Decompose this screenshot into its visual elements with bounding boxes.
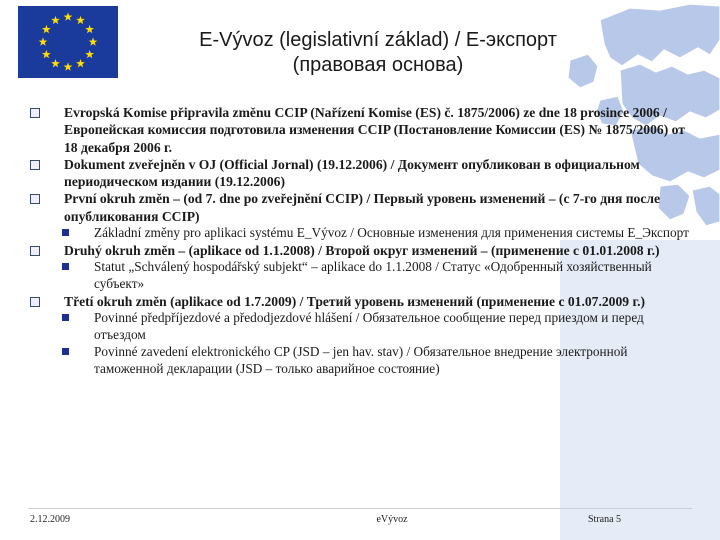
list-item: Druhý okruh změn – (aplikace od 1.1.2008) / Второй округ изменений – (применение с 01.01.2008 г.) xyxy=(30,242,690,259)
square-bullet-icon xyxy=(30,194,40,204)
bullet-list xyxy=(30,104,690,378)
square-bullet-icon xyxy=(30,297,40,307)
sub-list-item: Základní změny pro aplikaci systému E_Vývoz / Основные изменения для применения системы E_Экспорт xyxy=(30,225,690,242)
filled-bullet-icon xyxy=(62,229,69,236)
sub-list-item: Povinné předpříjezdové a předodjezdové hlášení / Обязательное сообщение перед приездом и перед отъездом xyxy=(30,310,690,344)
title-line-2: (правовая основа) xyxy=(292,54,464,76)
list-item: Dokument zveřejněn v OJ (Official Jornal) (19.12.2006) / Документ опубликован в официальном периодическом издании (19.12.2006) xyxy=(30,156,690,191)
eu-flag-icon xyxy=(18,6,118,78)
slide-title xyxy=(118,28,638,78)
footer-divider xyxy=(28,508,692,509)
square-bullet-icon xyxy=(30,160,40,170)
list-item: Třetí okruh změn (aplikace od 1.7.2009) / Третий уровень изменений (применение с 01.07.2009 г.) xyxy=(30,293,690,310)
square-bullet-icon xyxy=(30,246,40,256)
footer-date: 2.12.2009 xyxy=(30,514,70,525)
sub-list-item: Povinné zavedení elektronického CP (JSD – jen hav. stav) / Обязательное внедрение электронной таможенной декларации (JSD – только аварийное состояние) xyxy=(30,344,690,378)
sub-list-item: Statut „Schválený hospodářský subjekt“ – aplikace do 1.1.2008 / Статус «Одобренный хозяйственный субъект» xyxy=(30,259,690,293)
footer-center: eVývoz xyxy=(376,514,408,525)
list-item: První okruh změn – (od 7. dne po zveřejnění CCIP) / Первый уровень изменений – (с 7-го дня после опубликования CCIP) xyxy=(30,190,690,225)
square-bullet-icon xyxy=(30,108,40,118)
footer-page-number: Strana 5 xyxy=(588,514,622,525)
filled-bullet-icon xyxy=(62,314,69,321)
list-item: Evropská Komise připravila změnu CCIP (Nařízení Komise (ES) č. 1875/2006) ze dne 18 prosince 2006 / Европейская комиссия подготовила изменения CCIP (Постановление Комиссии (ES) № 1875/2006) от 18 декабря 2006 г. xyxy=(30,104,690,156)
filled-bullet-icon xyxy=(62,263,69,270)
title-line-1: E-Vývoz (legislativní základ) / E-экспорт xyxy=(199,29,557,51)
filled-bullet-icon xyxy=(62,348,69,355)
